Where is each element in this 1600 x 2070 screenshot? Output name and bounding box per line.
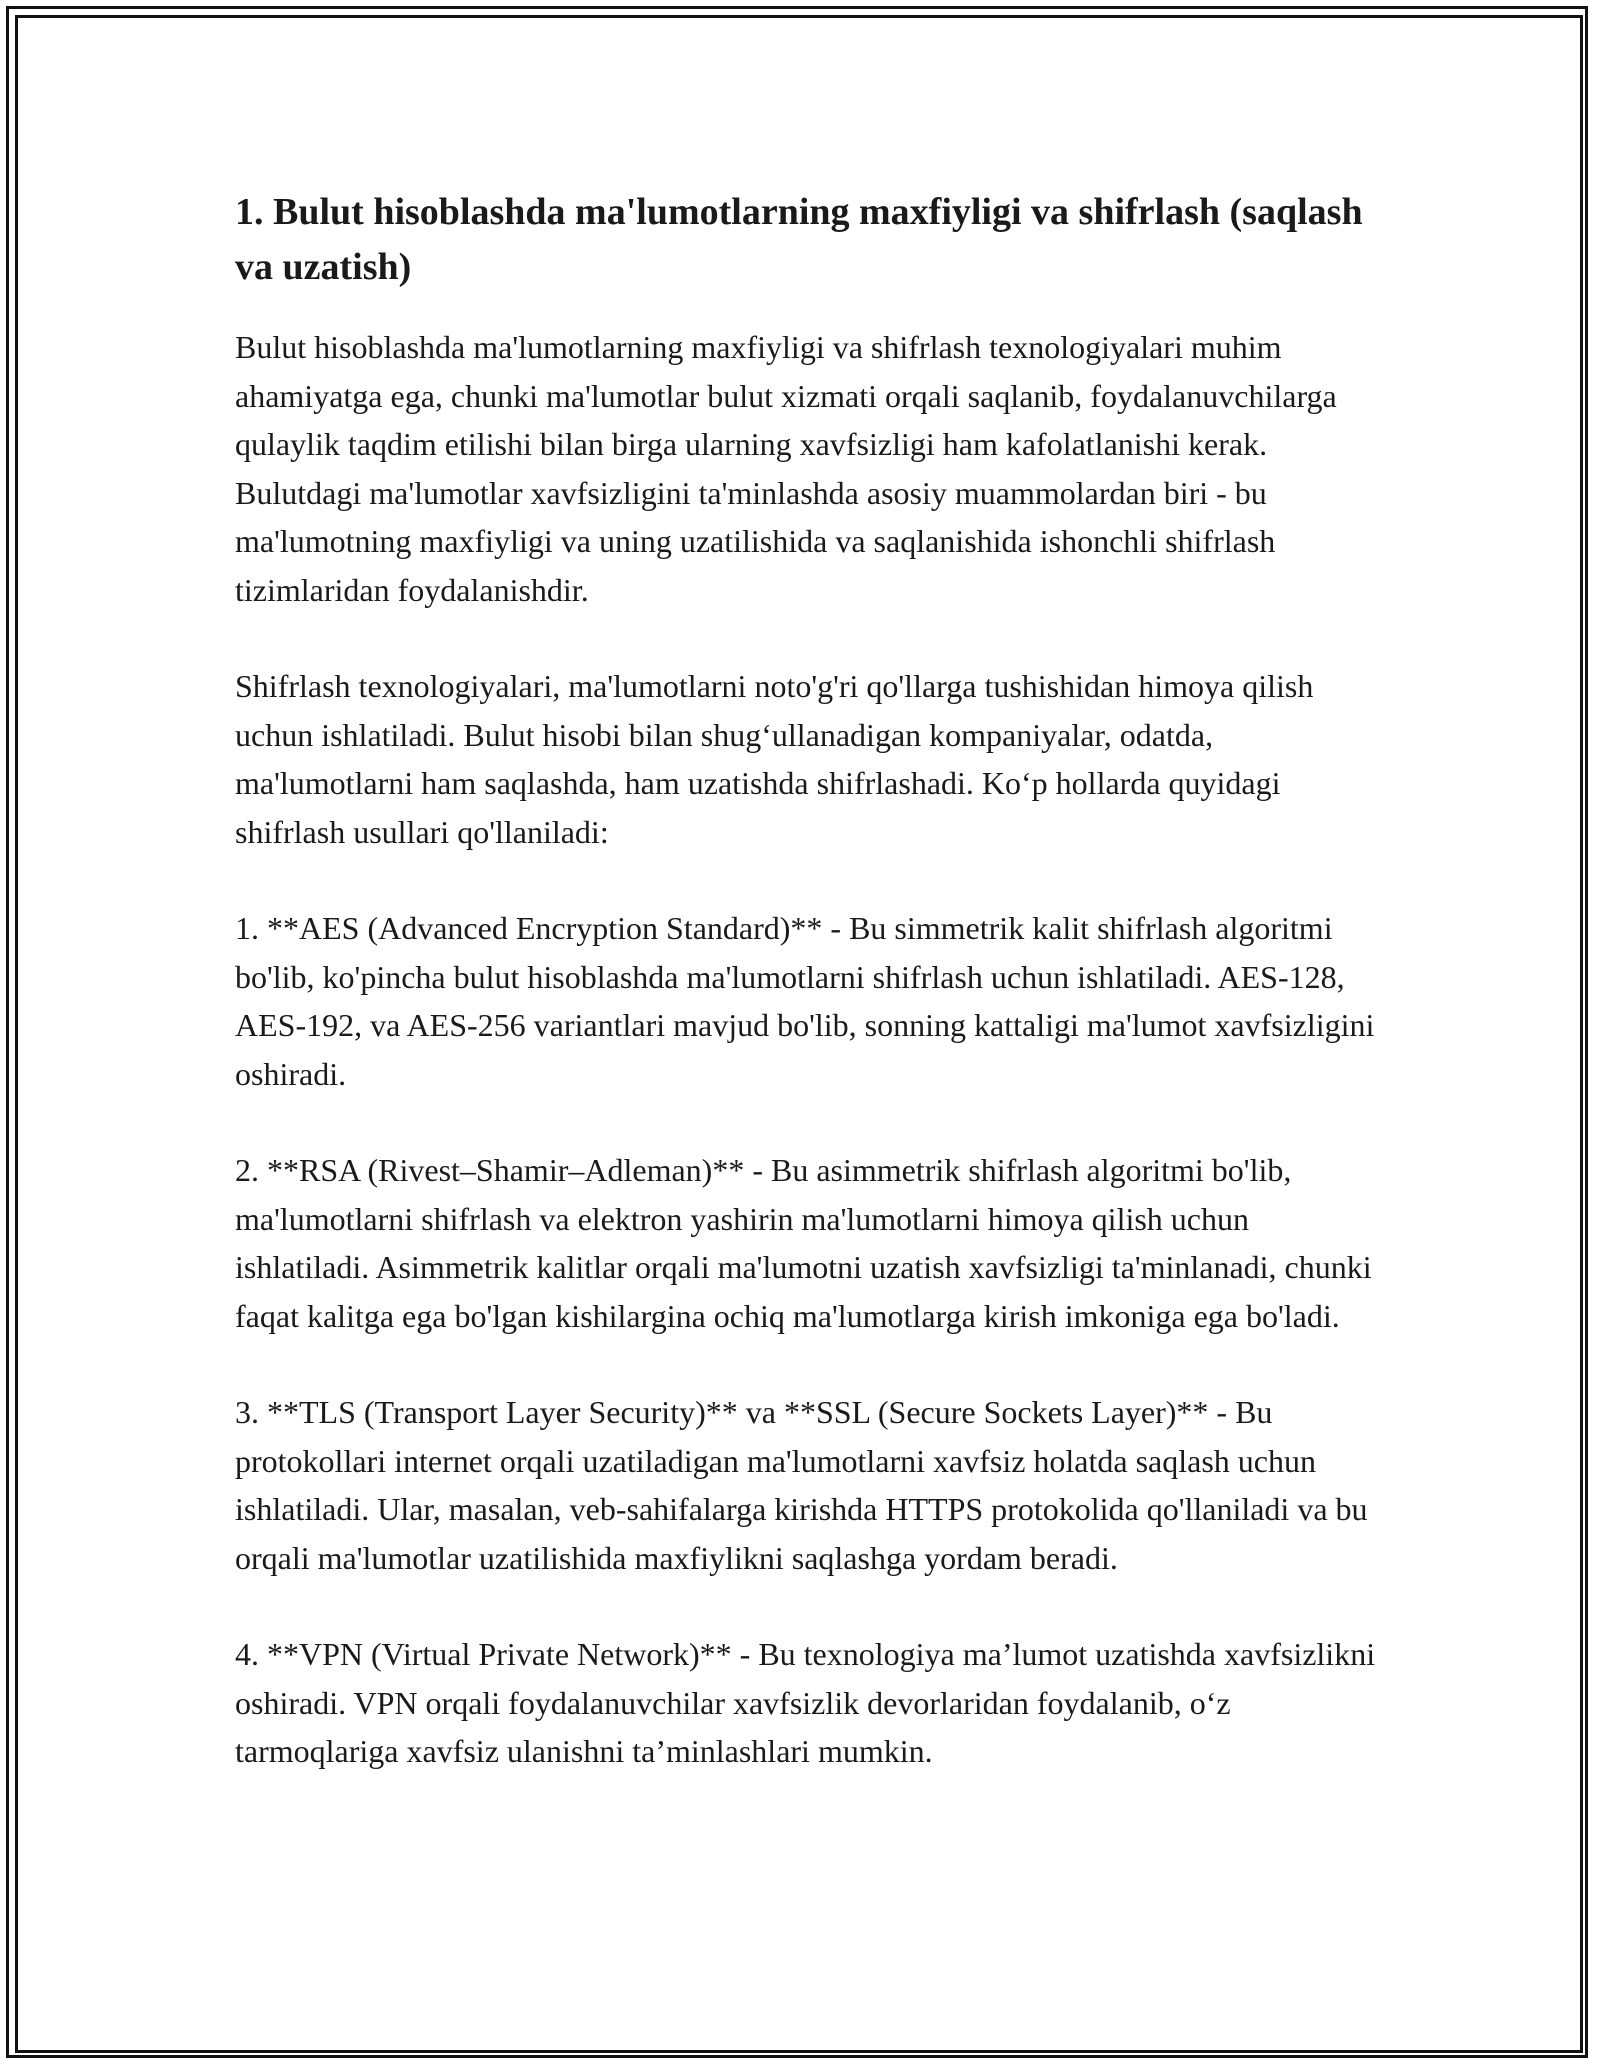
list-item-tls-ssl: 3. **TLS (Transport Layer Security)** va **SSL (Secure Sockets Layer)** - Bu protokollari internet orqali uzatiladigan ma'lumotlarni xavfsiz holatda saqlash uchun ishlatiladi. Ular, masalan, veb-sahifalarga kirishda HTTPS protokolida qo'llaniladi va bu orqali ma'lumotlar uzatilishida maxfiylikni saqlashga yordam beradi. bbox=[235, 1394, 1368, 1576]
document-body bbox=[235, 185, 1385, 1824]
list-item-aes: 1. **AES (Advanced Encryption Standard)** - Bu simmetrik kalit shifrlash algoritmi bo'lib, ko'pincha bulut hisoblashda ma'lumotlarni shifrlash uchun ishlatiladi. AES-128, AES-192, va AES-256 variantlari mavjud bo'lib, sonning kattaligi ma'lumot xavfsizligini oshiradi. bbox=[235, 910, 1375, 1092]
list-item-rsa: 2. **RSA (Rivest–Shamir–Adleman)** - Bu asimmetrik shifrlash algoritmi bo'lib, ma'lumotlarni shifrlash va elektron yashirin ma'lumotlarni himoya qilish uchun ishlatiladi. Asimmetrik kalitlar orqali ma'lumotni uzatish xavfsizligi ta'minlanadi, chunki faqat kalitga ega bo'lgan kishilargina ochiq ma'lumotlarga kirish imkoniga ega bo'ladi. bbox=[235, 1152, 1372, 1334]
section-heading: 1. Bulut hisoblashda ma'lumotlarning maxfiyligi va shifrlash (saqlash va uzatish) bbox=[235, 191, 1363, 288]
paragraph-encryption-overview: Shifrlash texnologiyalari, ma'lumotlarni noto'g'ri qo'llarga tushishidan himoya qilish uchun ishlatiladi. Bulut hisobi bilan shug‘ullanadigan kompaniyalar, odatda, ma'lumotlarni ham saqlashda, ham uzatishda shifrlashadi. Ko‘p hollarda quyidagi shifrlash usullari qo'llaniladi: bbox=[235, 668, 1314, 850]
list-item-vpn: 4. **VPN (Virtual Private Network)** - Bu texnologiya ma’lumot uzatishda xavfsizlikni oshiradi. VPN orqali foydalanuvchilar xavfsizlik devorlaridan foydalanib, o‘z tarmoqlariga xavfsiz ulanishni ta’minlashlari mumkin. bbox=[235, 1636, 1376, 1769]
paragraph-intro: Bulut hisoblashda ma'lumotlarning maxfiyligi va shifrlash texnologiyalari muhim ahamiyatga ega, chunki ma'lumotlar bulut xizmati orqali saqlanib, foydalanuvchilarga qulaylik taqdim etilishi bilan birga ularning xavfsizligi ham kafolatlanishi kerak. Bulutdagi ma'lumotlar xavfsizligini ta'minlashda asosiy muammolardan biri - bu ma'lumotning maxfiyligi va uning uzatilishida va saqlanishida ishonchli shifrlash tizimlaridan foydalanishdir. bbox=[235, 329, 1337, 608]
